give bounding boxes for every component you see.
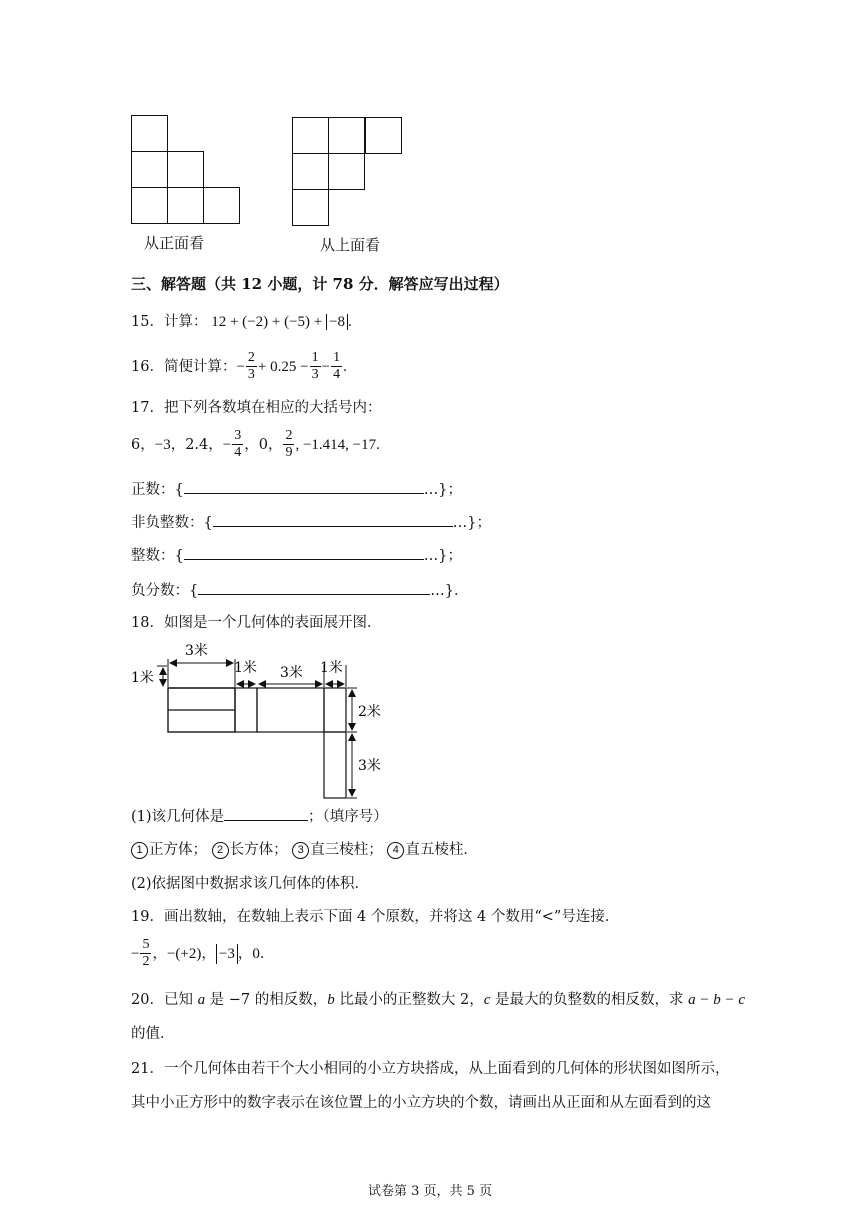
dim-label: 2米 xyxy=(358,704,381,720)
expr-part: − xyxy=(236,358,245,375)
expr-part: (−2) xyxy=(242,314,269,330)
answer-row-positive xyxy=(131,479,462,500)
expr-part: + xyxy=(310,314,327,330)
option-text: 长方体； xyxy=(229,842,288,858)
answer-row-nonneg-int xyxy=(131,512,491,533)
expr-part: 12 + xyxy=(211,314,243,330)
front-view-cell xyxy=(131,187,168,224)
row-end: …}； xyxy=(423,482,462,498)
front-view-cell xyxy=(131,151,168,188)
question-number: 19． xyxy=(131,909,164,925)
dim-label: 3米 xyxy=(358,758,381,774)
question-15 xyxy=(131,312,352,332)
answer-blank[interactable] xyxy=(184,545,424,560)
question-21-line2: 其中小正方形中的数字表示在该位置上的小立方块的个数，请画出从正面和从左面看到的这 xyxy=(131,1095,711,1111)
q18-options xyxy=(131,840,478,860)
option-mark: 2 xyxy=(212,842,229,859)
answer-row-integer xyxy=(131,545,462,566)
expr-part: −(+2) xyxy=(166,945,202,962)
front-view-cell xyxy=(203,187,240,224)
text-part: 是最大的负整数的相反数，求 xyxy=(490,992,689,1008)
answer-blank[interactable] xyxy=(184,479,424,494)
expression: a − b − c xyxy=(688,992,746,1008)
separator: ． xyxy=(259,945,275,962)
question-17 xyxy=(131,398,381,418)
fraction: $\frac{2}{3}$ xyxy=(247,350,255,382)
number-item: − xyxy=(222,436,232,453)
variable-b: b xyxy=(327,992,335,1008)
variable-a: a xyxy=(197,992,206,1008)
front-view-cell xyxy=(131,115,168,152)
number-item: 6， xyxy=(131,436,155,453)
question-16 xyxy=(131,350,347,383)
fraction: $\frac{3}{4}$ xyxy=(234,428,242,460)
row-label: 负分数：{ xyxy=(131,583,199,599)
question-number: 17． xyxy=(131,400,164,416)
top-view-cell xyxy=(292,153,329,190)
fraction: $\frac{1}{3}$ xyxy=(311,350,319,382)
variable-c: c xyxy=(483,992,491,1008)
expr-part: . xyxy=(343,358,347,375)
option-mark: 4 xyxy=(387,842,404,859)
row-end: …}． xyxy=(430,583,469,599)
question-number: 18． xyxy=(131,615,164,631)
top-view-cell xyxy=(292,189,329,226)
row-label: 正数：{ xyxy=(131,482,184,498)
row-end: …}； xyxy=(452,515,491,531)
top-view-cell xyxy=(365,117,402,154)
number-item: ，0， xyxy=(244,436,283,453)
fraction: $\frac{5}{2}$ xyxy=(142,937,150,969)
row-label: 非负整数：{ xyxy=(131,515,213,531)
question-19 xyxy=(131,907,619,927)
question-prefix: 计算： xyxy=(163,314,208,330)
expr-part: 0 xyxy=(252,945,260,962)
sub-question-suffix: ；（填序号） xyxy=(308,809,388,825)
top-view-cell xyxy=(328,117,365,154)
option-text: 直三棱柱； xyxy=(310,842,383,858)
top-view-cell xyxy=(292,117,329,154)
question-prefix: 简便计算： xyxy=(163,358,237,375)
answer-blank[interactable] xyxy=(224,806,308,821)
separator: ， xyxy=(237,945,253,962)
expr-part: (−5) xyxy=(284,314,311,330)
q19-numbers xyxy=(131,937,274,970)
question-18 xyxy=(131,613,381,633)
front-view-cell xyxy=(167,187,204,224)
answer-row-neg-fraction xyxy=(131,580,468,601)
question-number: 20． xyxy=(131,992,164,1008)
expr-part: − xyxy=(131,945,140,962)
answer-blank[interactable] xyxy=(198,580,430,595)
option-mark: 3 xyxy=(292,842,309,859)
row-end: …}； xyxy=(423,548,462,564)
number-item: , −1.414, −17 xyxy=(295,436,377,453)
text-part: 比最小的正整数大 2， xyxy=(334,992,484,1008)
net-side-face xyxy=(235,688,257,732)
separator: ， xyxy=(201,945,216,962)
question-text: 把下列各数填在相应的大括号内： xyxy=(163,400,382,416)
net-back-face xyxy=(257,688,324,732)
option-text: 直五棱柱． xyxy=(405,842,478,858)
option-text: 正方体； xyxy=(149,842,207,858)
front-view-cell xyxy=(167,151,204,188)
number-item: ，2.4， xyxy=(170,436,223,453)
fraction: $\frac{2}{9}$ xyxy=(285,428,293,460)
text-part: 已知 xyxy=(163,992,198,1008)
q18-sub1 xyxy=(131,806,388,827)
expr-part: + 0.25 − xyxy=(257,358,309,375)
abs-value: −8 xyxy=(326,314,348,330)
net-side-face-2 xyxy=(324,688,346,732)
q17-number-list xyxy=(131,428,380,461)
dim-label: 1米 xyxy=(234,660,257,676)
question-text: 画出数轴，在数轴上表示下面 4 个原数，并将这 4 个数用“<”号连接． xyxy=(163,909,620,925)
expr-part: . xyxy=(347,314,352,330)
expr-part: − xyxy=(321,358,331,375)
answer-blank[interactable] xyxy=(213,512,453,527)
net-bottom-face xyxy=(324,732,346,798)
net-diagram xyxy=(125,635,395,805)
dim-label: 3米 xyxy=(185,643,208,659)
option-mark: 1 xyxy=(131,842,148,859)
question-number: 15． xyxy=(131,314,164,330)
top-view-cell xyxy=(328,153,365,190)
question-number: 16． xyxy=(131,358,164,375)
abs-value: −3 xyxy=(216,944,238,964)
number-item: . xyxy=(376,436,380,453)
dim-label: 1米 xyxy=(131,670,154,686)
question-text: 如图是一个几何体的表面展开图． xyxy=(163,615,382,631)
q18-sub2: (2)依据图中数据求该几何体的体积． xyxy=(131,876,370,892)
number-item: −3 xyxy=(154,436,171,453)
dim-label: 1米 xyxy=(320,660,343,676)
q20-line2: 的值． xyxy=(131,1026,175,1042)
question-20 xyxy=(131,990,745,1010)
section-heading: 三、解答题（共 12 小题，计 78 分．解答应写出过程） xyxy=(131,275,509,293)
row-label: 整数：{ xyxy=(131,548,184,564)
expr-part: + xyxy=(268,314,285,330)
fraction: $\frac{1}{4}$ xyxy=(333,350,341,382)
separator: ， xyxy=(152,945,167,962)
text-part: 是 −7 的相反数， xyxy=(205,992,328,1008)
front-view-label: 从正面看 xyxy=(144,234,205,252)
dim-label: 3米 xyxy=(280,665,303,681)
question-21-line1: 21．一个几何体由若干个大小相同的小立方块搭成，从上面看到的几何体的形状图如图所示， xyxy=(131,1061,730,1077)
top-view-label: 从上面看 xyxy=(320,236,381,254)
sub-question: (1)该几何体是 xyxy=(131,809,225,825)
page-footer: 试卷第 3 页，共 5 页 xyxy=(368,1184,493,1199)
